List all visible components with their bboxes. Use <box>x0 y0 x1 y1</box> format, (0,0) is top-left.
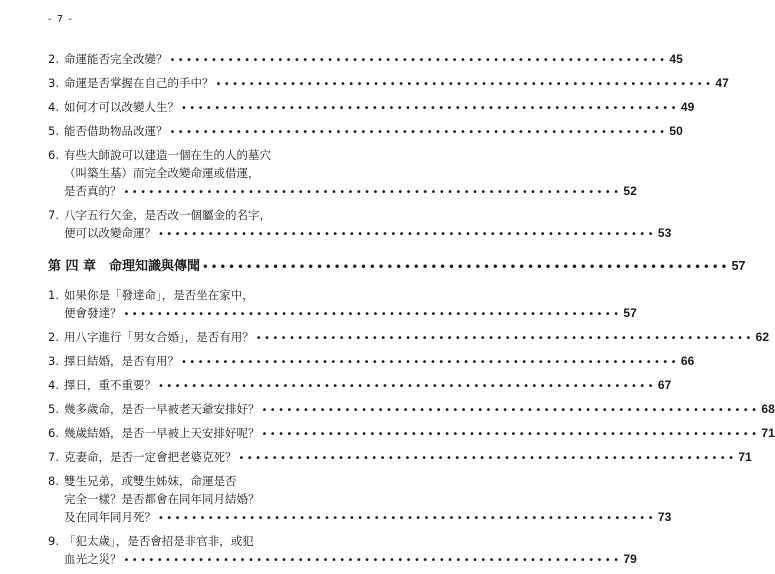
entry-title-line: 擇日結婚，是否有用？ <box>64 354 179 368</box>
entry-number: 5. <box>48 402 59 416</box>
entry-title-line: 擇日，重不重要？ <box>64 378 156 392</box>
entry-page-number: 45 <box>669 52 683 66</box>
dot-leader: •••••••••••••••••••••••••••••••••••••••••••••••••••••••••••• <box>215 79 714 90</box>
entry-number: 5. <box>48 124 59 138</box>
entry-number: 6. <box>48 148 59 162</box>
entry-page-number: 62 <box>755 330 770 344</box>
dot-leader: •••••••••••••••••••••••••••••••••••••••••••••••••••••••••••• <box>158 513 656 524</box>
toc-entry[interactable] <box>48 472 672 526</box>
entry-page-number: 68 <box>761 402 775 416</box>
entry-title-line: 如果你是「發達命」，是否坐在家中， <box>64 288 254 302</box>
toc-entry[interactable] <box>48 206 672 242</box>
entry-number: 4. <box>48 378 59 392</box>
toc-entry[interactable] <box>48 122 683 140</box>
toc-entry[interactable] <box>48 376 672 394</box>
entry-number: 3. <box>48 354 59 368</box>
toc-entry[interactable] <box>48 448 752 466</box>
entry-number: 2. <box>48 330 59 344</box>
dot-leader: •••••••••••••••••••••••••••••••••••••••••••••••••••••••••••• <box>238 453 737 464</box>
dot-leader: •••••••••••••••••••••••••••••••••••••••••••••••••••••••••••• <box>181 103 679 114</box>
entry-title-line: 八字五行欠金，是否改一個屬金的名字， <box>64 208 271 222</box>
entry-number: 8. <box>48 474 59 488</box>
dot-leader: •••••••••••••••••••••••••••••••••••••••••••••••••••••••••••• <box>169 55 668 66</box>
entry-title-line: 有些大師說可以建造一個在生的人的墓穴 <box>64 148 271 162</box>
table-of-contents <box>48 50 775 574</box>
entry-page-number: 67 <box>657 378 672 392</box>
entry-title-line: 如何才可以改變人生？ <box>64 100 179 114</box>
entry-page-number: 73 <box>657 510 672 524</box>
toc-entry[interactable] <box>48 74 729 92</box>
entry-page-number: 52 <box>623 184 637 198</box>
chapter-heading[interactable] <box>48 256 746 276</box>
dot-leader: •••••••••••••••••••••••••••••••••••••••••••••••••••••••••••• <box>123 309 622 320</box>
entry-number: 9. <box>48 534 59 548</box>
entry-page-number: 57 <box>623 306 637 320</box>
toc-section-top <box>48 50 729 242</box>
entry-number: 7. <box>48 208 59 222</box>
entry-title-line: 克妻命，是否一定會把老婆克死？ <box>64 450 237 464</box>
entry-title-line: （叫築生基）而完全改變命運或借運， <box>64 166 260 180</box>
entry-title-line: 便會發達？ <box>64 306 122 320</box>
entry-title-line: 雙生兄弟，或雙生姊妹，命運是否 <box>64 474 237 488</box>
toc-entry[interactable] <box>48 400 775 418</box>
entry-number: 7. <box>48 450 59 464</box>
dot-leader: •••••••••••••••••••••••••••••••••••••••••••••••••••••••••••• <box>123 555 622 566</box>
entry-number: 4. <box>48 100 59 114</box>
entry-title-line: 「犯太歲」，是否會招是非官非，或犯 <box>64 534 254 548</box>
entry-number: 2. <box>48 52 59 66</box>
entry-number: 6. <box>48 426 59 440</box>
entry-title-line: 命運是否掌握在自己的手中？ <box>64 76 214 90</box>
entry-number: 1. <box>48 288 59 302</box>
entry-page-number: 71 <box>738 450 752 464</box>
entry-number: 3. <box>48 76 59 90</box>
toc-section-bottom <box>48 286 775 568</box>
entry-page-number: 71 <box>761 426 775 440</box>
entry-title-line: 完全一樣？是否都會在同年同月結婚？ <box>64 492 260 506</box>
toc-entry[interactable] <box>48 424 775 442</box>
entry-title-line: 命運能否完全改變？ <box>64 52 168 66</box>
entry-title-line: 及在同年同月死？ <box>64 510 156 524</box>
dot-leader: •••••••••••••••••••••••••••••••••••••••••••••••••••••••••••• <box>158 229 656 240</box>
dot-leader: •••••••••••••••••••••••••••••••••••••••••••••••••••••••••••• <box>261 405 760 416</box>
entry-page-number: 49 <box>680 100 695 114</box>
toc-entry[interactable] <box>48 146 637 200</box>
dot-leader: •••••••••••••••••••••••••••••••••••••••••••••••••••••••••••• <box>261 429 760 440</box>
entry-title-line: 用八字進行「男女合婚」，是否有用？ <box>64 330 254 344</box>
entry-title-line: 幾歲結婚，是否一早被上天安排好呢？ <box>64 426 260 440</box>
toc-entry[interactable] <box>48 352 695 370</box>
entry-page-number: 79 <box>623 552 637 566</box>
dot-leader: •••••••••••••••••••••••••••••••••••••••••••••••••••••••••••• <box>202 262 730 273</box>
entry-page-number: 66 <box>680 354 695 368</box>
dot-leader: •••••••••••••••••••••••••••••••••••••••••••••••••••••••••••• <box>123 187 622 198</box>
chapter-title: 第 四 章 命理知識與傳聞 <box>48 259 201 274</box>
dot-leader: •••••••••••••••••••••••••••••••••••••••••••••••••••••••••••• <box>158 381 656 392</box>
entry-title-line: 幾多歲命，是否一早被老天爺安排好？ <box>64 402 260 416</box>
chapter-page-number: 57 <box>731 259 746 273</box>
toc-entry[interactable] <box>48 532 637 568</box>
toc-entry[interactable] <box>48 50 683 68</box>
entry-page-number: 53 <box>657 226 672 240</box>
entry-page-number: 50 <box>669 124 683 138</box>
dot-leader: •••••••••••••••••••••••••••••••••••••••••••••••••••••••••••• <box>255 333 754 344</box>
page-number: - 7 - <box>48 14 73 25</box>
entry-title-line: 便可以改變命運？ <box>64 226 156 240</box>
entry-title-line: 血光之災？ <box>64 552 122 566</box>
dot-leader: •••••••••••••••••••••••••••••••••••••••••••••••••••••••••••• <box>169 127 668 138</box>
dot-leader: •••••••••••••••••••••••••••••••••••••••••••••••••••••••••••• <box>181 357 679 368</box>
toc-entry[interactable] <box>48 286 637 322</box>
entry-title-line: 是否真的？ <box>64 184 122 198</box>
toc-entry[interactable] <box>48 328 770 346</box>
toc-entry[interactable] <box>48 98 695 116</box>
entry-page-number: 47 <box>715 76 729 90</box>
entry-title-line: 能否借助物品改運？ <box>64 124 168 138</box>
